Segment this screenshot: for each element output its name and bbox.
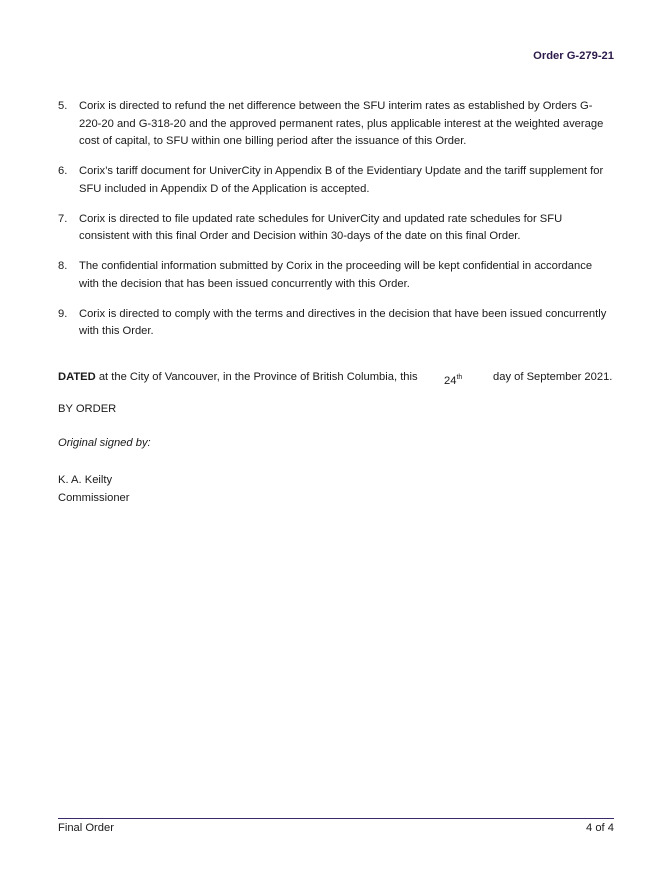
day-suffix: th: [456, 374, 463, 381]
signed-note: Original signed by:: [58, 437, 151, 449]
signatory-title: Commissioner: [58, 492, 130, 504]
item-text: Corix is directed to comply with the terms and directives in the decision that have been issued concurrently with this Order.: [79, 307, 607, 337]
item-number: 7.: [58, 212, 68, 225]
list-item: [58, 98, 614, 151]
item-number: 6.: [58, 165, 68, 177]
signatory-block: [58, 471, 130, 507]
item-text: Corix is directed to file updated rate schedules for UniverCity and updated rate schedules for SFU consistent with this final Order and Decision within 30-days of the date on this final Order.: [79, 212, 563, 242]
footer-divider: [58, 818, 614, 819]
dated-line: [58, 369, 614, 386]
item-text: Corix is directed to refund the net difference between the SFU interim rates as established by Orders G-220-20 and G-318-20 and the approved permanent rates, plus applicable interest at the weighted average cost of capital, to SFU within one billing period after the issuance of this Order.: [79, 100, 604, 147]
footer-page-number: 4 of 4: [586, 822, 614, 834]
list-item: [58, 163, 614, 198]
order-reference: Order G-279-21: [533, 50, 614, 62]
day-number: 24: [444, 375, 457, 387]
dated-text: at the City of Vancouver, in the Province of British Columbia, this: [98, 371, 418, 383]
item-number: 9.: [58, 307, 68, 320]
item-number: 8.: [58, 260, 68, 272]
list-item: [58, 211, 614, 246]
footer-document-label: Final Order: [58, 822, 114, 834]
item-number: 5.: [58, 100, 68, 112]
signatory-name: K. A. Keilty: [58, 474, 113, 486]
dated-month-year: day of September 2021.: [493, 371, 613, 383]
list-item: [58, 306, 614, 341]
dated-label: DATED: [58, 371, 96, 383]
list-item: [58, 258, 614, 293]
by-order-label: BY ORDER: [58, 403, 117, 415]
item-text: Corix’s tariff document for UniverCity in Appendix B of the Evidentiary Update and the tariff supplement for SFU included in Appendix D of the Application is accepted.: [79, 165, 604, 195]
order-items-list: [58, 98, 614, 353]
dated-day: [444, 369, 462, 390]
item-text: The confidential information submitted by Corix in the proceeding will be kept confidential in accordance with the decision that has been issued concurrently with this Order.: [79, 260, 593, 290]
